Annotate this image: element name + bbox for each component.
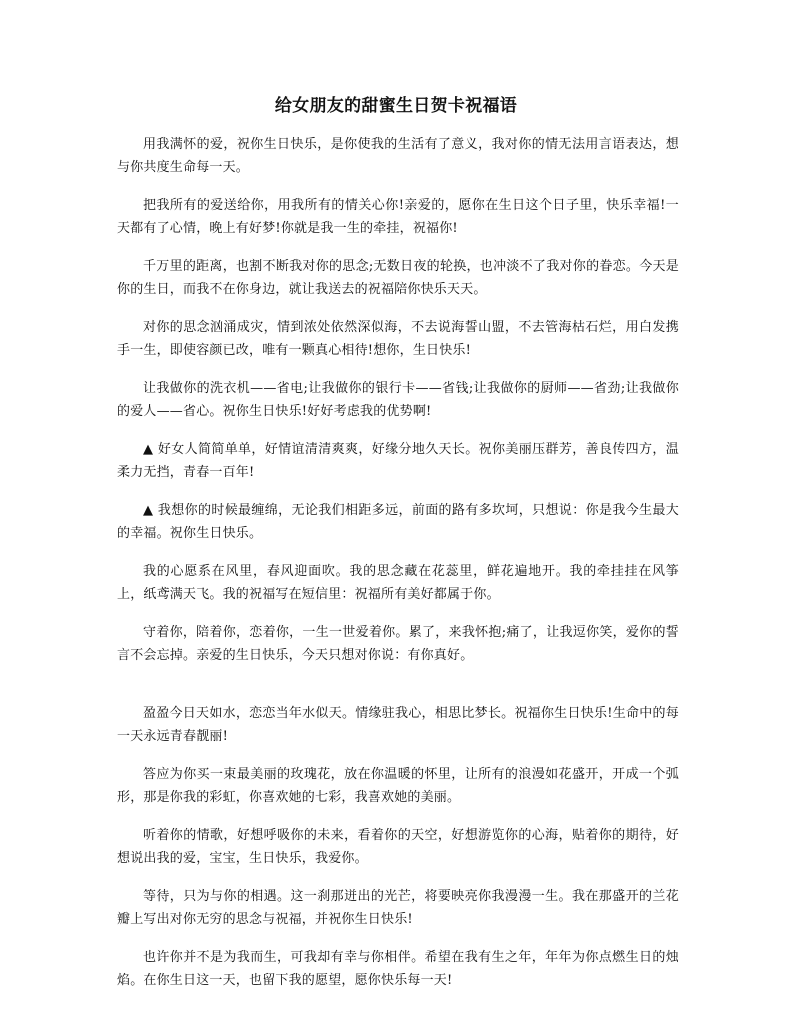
paragraph-13: 等待，只为与你的相遇。这一刹那迸出的光芒，将要映亮你我漫漫一生。我在那盛开的兰花瓣上写出对你无穷的思念与祝福，并祝你生日快乐! — [117, 889, 679, 927]
paragraph-11: 答应为你买一束最美丽的玫瑰花，放在你温暖的怀里，让所有的浪漫如花盛开，开成一个弧形，那是你我的彩虹，你喜欢她的七彩，我喜欢她的美丽。 — [117, 767, 679, 805]
document-body — [117, 133, 679, 1007]
paragraph-8: 我的心愿系在风里，春风迎面吹。我的思念藏在花蕊里，鲜花遍地开。我的牵挂挂在风筝上，纸鸢满天飞。我的祝福写在短信里：祝福所有美好都属于你。 — [117, 564, 679, 602]
paragraph-4: 对你的思念汹涌成灾，情到浓处依然深似海，不去说海誓山盟，不去管海枯石烂，用白发携手一生，即使容颜已改，唯有一颗真心相待!想你，生日快乐! — [117, 320, 679, 358]
paragraph-14: 也许你并不是为我而生，可我却有幸与你相伴。希望在我有生之年，年年为你点燃生日的烛焰。在你生日这一天，也留下我的愿望，愿你快乐每一天! — [117, 950, 679, 988]
paragraph-5: 让我做你的洗衣机——省电;让我做你的银行卡——省钱;让我做你的厨师——省劲;让我做你的爱人——省心。祝你生日快乐!好好考虑我的优势啊! — [117, 381, 679, 419]
paragraph-12: 听着你的情歌，好想呼吸你的未来，看着你的天空，好想游览你的心海，贴着你的期待，好想说出我的爱，宝宝，生日快乐，我爱你。 — [117, 828, 679, 866]
paragraph-1: 用我满怀的爱，祝你生日快乐，是你使我的生活有了意义，我对你的情无法用言语表达，想与你共度生命每一天。 — [117, 137, 679, 175]
paragraph-3: 千万里的距离，也割不断我对你的思念;无数日夜的轮换，也冲淡不了我对你的眷恋。今天是你的生日，而我不在你身边，就让我送去的祝福陪你快乐天天。 — [117, 259, 679, 297]
paragraph-9: 守着你，陪着你，恋着你，一生一世爱着你。累了，来我怀抱;痛了，让我逗你笑，爱你的誓言不会忘掉。亲爱的生日快乐，今天只想对你说：有你真好。 — [117, 625, 679, 663]
paragraph-10: 盈盈今日天如水，恋恋当年水似天。情缘驻我心，相思比梦长。祝福你生日快乐!生命中的每一天永远青春靓丽! — [117, 706, 679, 744]
paragraph-2: 把我所有的爱送给你，用我所有的情关心你!亲爱的，愿你在生日这个日子里，快乐幸福!一天都有了心情，晚上有好梦!你就是我一生的牵挂，祝福你! — [117, 198, 679, 236]
document-title: 给女朋友的甜蜜生日贺卡祝福语 — [274, 96, 518, 116]
paragraph-7: ▲ 我想你的时候最缠绵，无论我们相距多远，前面的路有多坎坷，只想说：你是我今生最大的幸福。祝你生日快乐。 — [117, 503, 679, 541]
paragraph-6: ▲ 好女人简简单单，好情谊清清爽爽，好缘分地久天长。祝你美丽压群芳，善良传四方，温柔力无挡，青春一百年! — [117, 442, 679, 480]
